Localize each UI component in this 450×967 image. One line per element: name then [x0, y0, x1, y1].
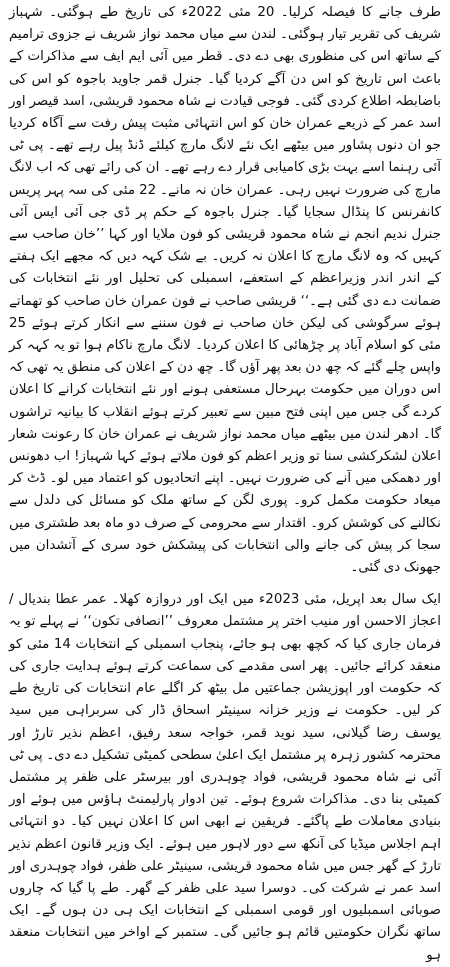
article-paragraph: طرف جانے کا فیصلہ کرلیا۔ 20 مئی 2022ء کی تاریخ طے ہوگئی۔ شہباز شریف کی تقریر تیار ہوگئی۔ لندن سے میاں محمد نواز شریف نے جزوی ترامیم کے ساتھ اس کی منظوری بھی دے دی۔ قطر میں آئی ایم ایف سے مذاکرات کے باعث اس تاریخ کو اس دن آگے کردیا گیا۔ جنرل قمر جاوید باجوہ کو اس کی باضابطہ اطلاع کردی گئی۔ فوجی قیادت نے شاہ محمود قریشی، اسد قیصر اور اسد عمر کے ذریعے عمران خان کو اس انتہائی مثبت پیش رفت سے آگاہ کردیا جو ان دنوں پشاور میں بیٹھے ایک نئے لانگ مارچ کیلئے ڈنڈ پیل رہے تھے۔ پی ٹی آئی رہنما اسے بہت بڑی کامیابی قرار دے رہے تھے۔ ان کی رائے تھی کہ اب لانگ مارچ کی ضرورت نہیں رہی۔ عمران خان نہ مانے۔ 22 مئی کی سہ پہر پریس کانفرنس کا پنڈال سجایا گیا۔ جنرل باجوہ کے حکم پر ڈی جی آئی ایس آئی جنرل ندیم انجم نے شاہ محمود قریشی کو فون ملایا اور کہا ’’خان صاحب سے کہیں کہ وہ لانگ مارچ کا اعلان نہ کریں۔ بے شک کہہ دیں کہ مجھے ایک ہفتے کے اندر اندر وزیراعظم کے استعفے، اسمبلی کی تحلیل اور نئے انتخابات کی ضمانت دے دی گئی ہے۔‘‘ قریشی صاحب نے فون عمران خان صاحب کو تھماتے ہوئے سرگوشی کی لیکن خان صاحب نے فون سننے سے انکار کرتے ہوئے 25 مئی کو اسلام آباد پر چڑھائی کا اعلان کردیا۔ لانگ مارچ ناکام ہوا تو یہ کہہ کر واپس چلے گئے کہ چھ دن بعد پھر آؤں گا۔ چھ دن کے اعلان کی منطق یہ تھی کہ اس دوران میں حکومت بہرحال مستعفی ہونے اور نئے انتخابات کرانے کا اعلان کردے گی جس میں اپنی فتح مبین سے تعبیر کرتے ہوئے انقلاب کا بیانیہ تراشوں گا۔ ادھر لندن میں بیٹھے میاں محمد نواز شریف نے عمران خان کا رعونت شعار اعلان لشکرکشی سنا تو وزیر اعظم کو فون ملاتے ہوئے کہا شہباز! اب دھونس اور دھمکی میں آنے کی ضرورت نہیں۔ اپنے اتحادیوں کو اعتماد میں لو۔ ڈٹ کر میعاد حکومت مکمل کرو۔ پوری لگن کے ساتھ ملک کو مسائل کی دلدل سے نکالنے کی کوشش کرو۔ اقتدار سے محرومی کے صرف دو ماہ بعد طشتری میں سجا کر پیش کی جانے والی انتخابات کی پیشکش خود سری کے آتشدان میں جھونک دی گئی۔: [9, 5, 441, 576]
article-paragraph: ایک سال بعد اپریل، مئی 2023ء میں ایک اور دروازہ کھلا۔ عمر عطا بندیال / اعجاز الاحسن اور منیب اختر پر مشتمل معروف ’’انصافی تکون‘‘ نے پہلے تو یہ فرمان جاری کیا کہ کچھ بھی ہو جائے، پنجاب اسمبلی کے انتخابات 14 مئی کو منعقد کرائے جائیں۔ پھر اسی مقدمے کی سماعت کرتے ہوئے ہدایت جاری کی کہ حکومت اور اپوزیشن جماعتیں مل بیٹھ کر اگلے عام انتخابات کی تاریخ طے کر لیں۔ حکومت نے وزیر خزانہ سینیٹر اسحاق ڈار کی سربراہی میں سید یوسف رضا گیلانی، سید نوید قمر، خواجہ سعد رفیق، اعظم نذیر تارڑ اور محترمہ کشور زہرہ پر مشتمل ایک اعلیٰ سطحی کمیٹی تشکیل دے دی۔ پی ٹی آئی نے شاہ محمود قریشی، فواد چوہدری اور بیرسٹر علی ظفر پر مشتمل کمیٹی بنا دی۔ مذاکرات شروع ہوئے۔ تین ادوار پارلیمنٹ ہاؤس میں ہوئے اور بنیادی معاملات طے پاگئے۔ فریقین نے ابھی اس کا اعلان نہیں کیا۔ دو انتہائی اہم اجلاس میڈیا کی آنکھ سے دور لاہور میں ہوئے۔ ایک وزیر قانون اعظم نذیر تارڑ کے گھر جس میں شاہ محمود قریشی، سینیٹر علی ظفر، فواد چوہدری اور اسد عمر نے شرکت کی۔ دوسرا سید علی ظفر کے گھر۔ طے پا گیا کہ چاروں صوبائی اسمبلیوں اور قومی اسمبلی کے انتخابات ایک ہی دن ہوں گے۔ ایک ساتھ نگران حکومتیں قائم ہو جائیں گی۔ ستمبر کے اواخر میں انتخابات منعقد ہو: [9, 592, 441, 963]
paragraph-gap: [9, 579, 441, 589]
